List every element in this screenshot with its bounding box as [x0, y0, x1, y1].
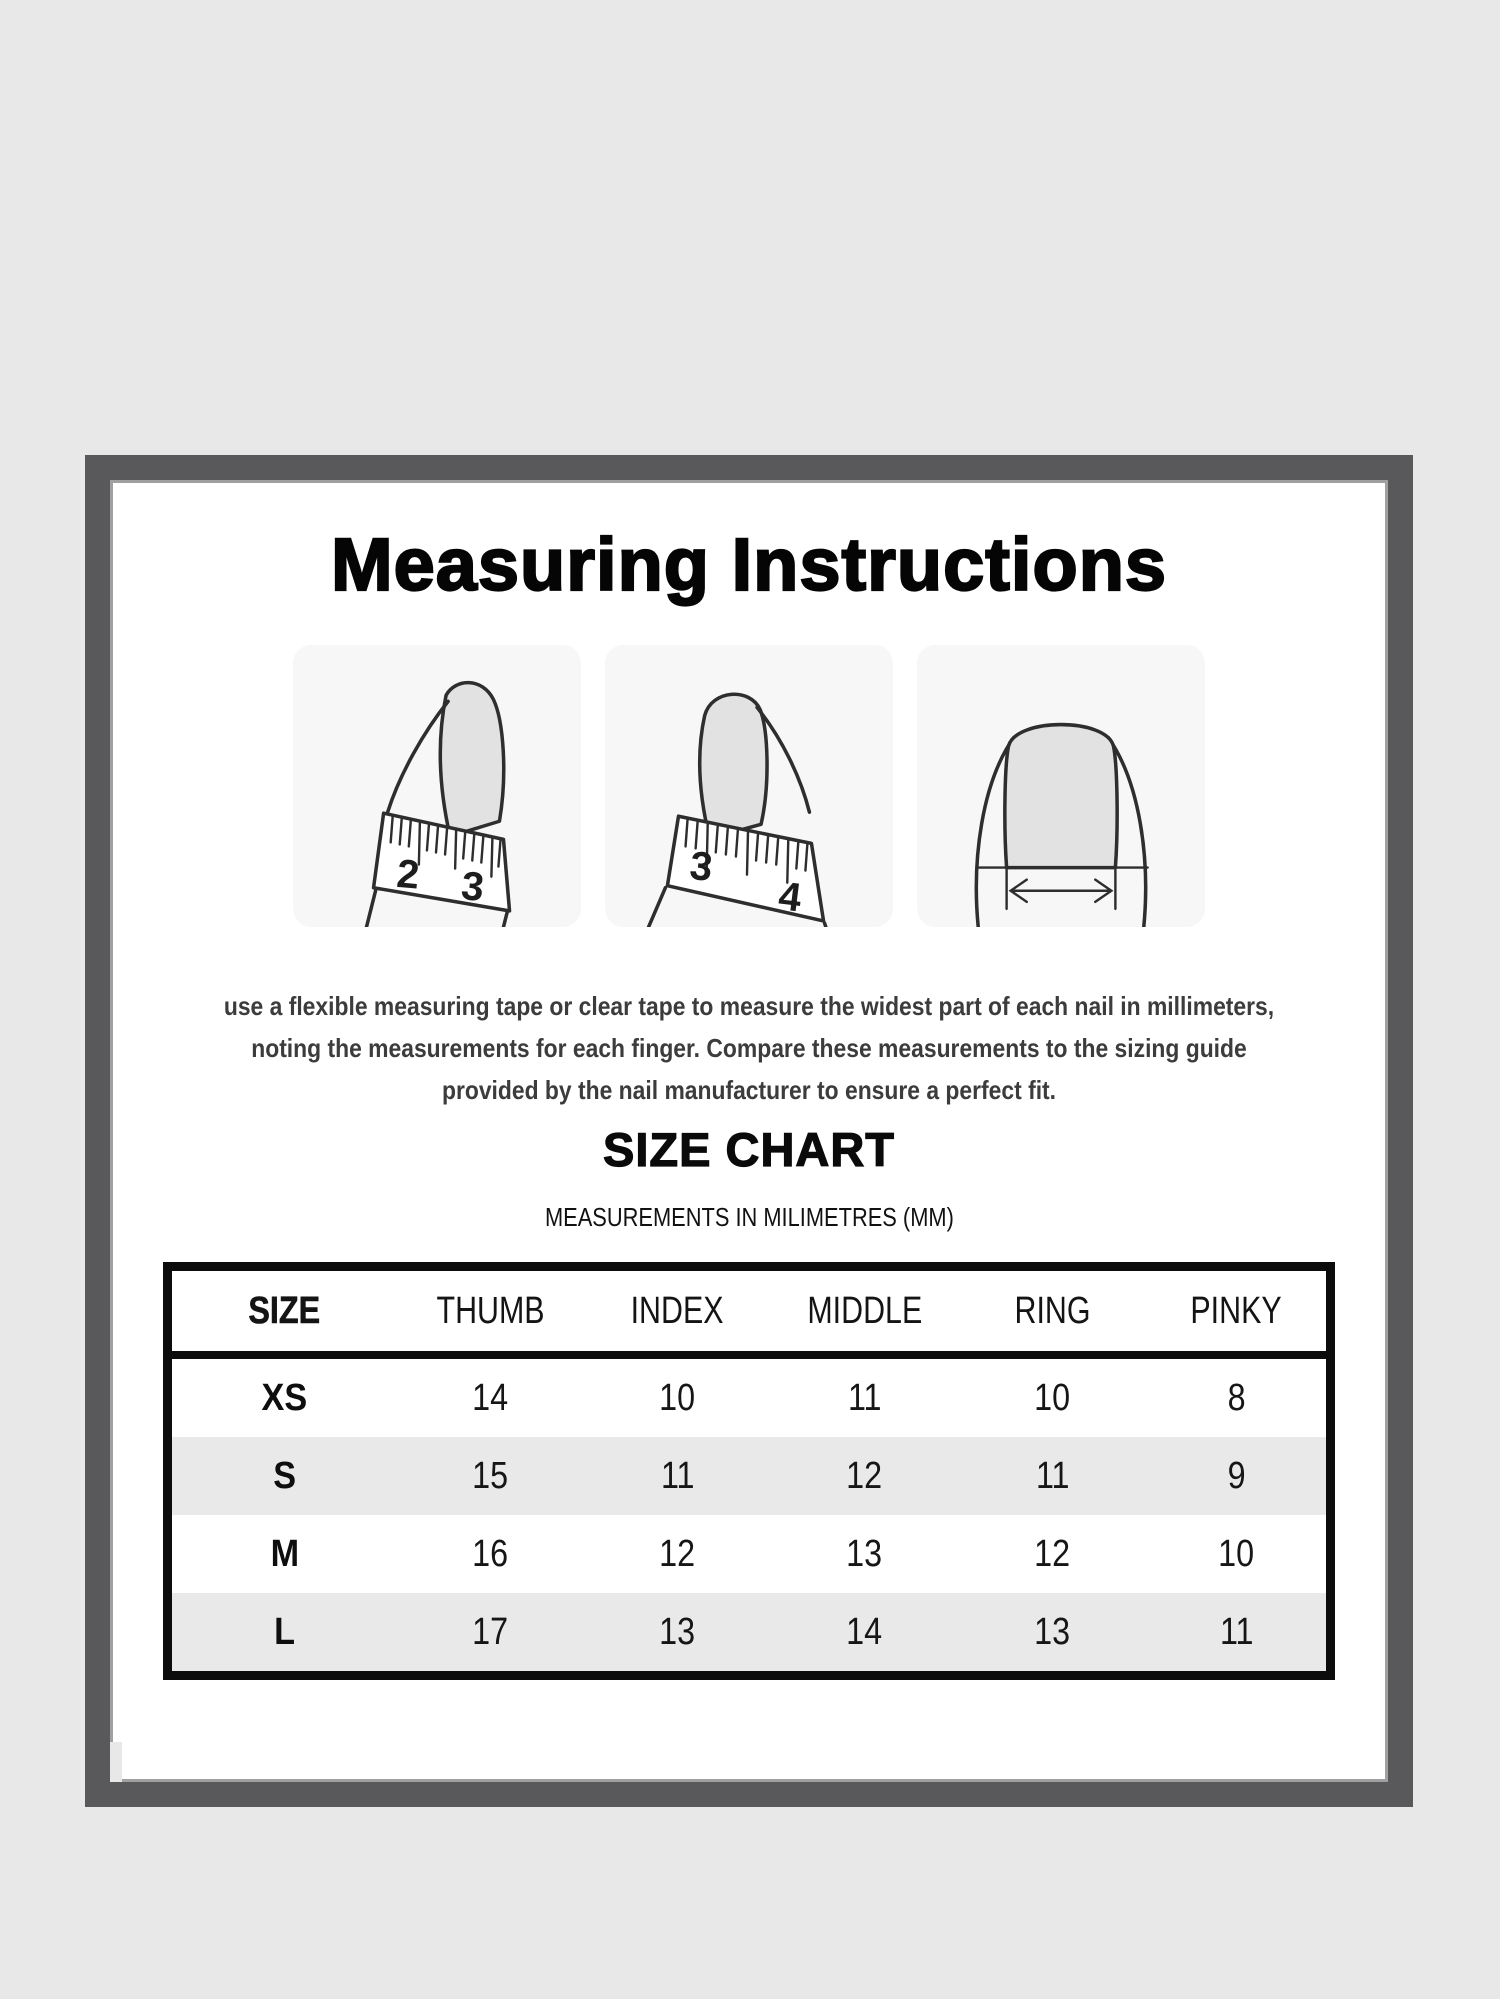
column-header-ring: RING: [1014, 1289, 1091, 1332]
value-cell: 14: [472, 1376, 509, 1419]
table-row-xs: [172, 1359, 1326, 1437]
size-cell: XS: [261, 1376, 308, 1419]
instruction-line: use a flexible measuring tape or clear tape to measure the widest part of each nail in millimeters,: [223, 991, 1275, 1021]
size-chart-table: [163, 1262, 1335, 1680]
size-chart-subheading-text: MEASUREMENTS IN MILIMETRES (MM): [544, 1202, 954, 1232]
value-cell: 11: [847, 1376, 882, 1419]
value-cell: 12: [1034, 1532, 1071, 1575]
value-cell: 14: [846, 1610, 883, 1653]
value-cell: 10: [1218, 1532, 1255, 1575]
value-cell: 16: [472, 1532, 509, 1575]
double-arrow: [1011, 880, 1112, 902]
value-cell: 13: [1034, 1610, 1071, 1653]
size-cell: M: [270, 1532, 299, 1575]
finger-tape-angled-icon: [605, 645, 893, 927]
column-header-thumb: THUMB: [436, 1289, 545, 1332]
value-cell: 12: [659, 1532, 696, 1575]
value-cell: 12: [846, 1454, 883, 1497]
column-header-middle: MIDDLE: [806, 1289, 922, 1332]
size-chart-heading: SIZE CHART: [603, 1123, 895, 1176]
value-cell: 13: [846, 1532, 883, 1575]
value-cell: 11: [1035, 1454, 1070, 1497]
value-cell: 11: [660, 1454, 695, 1497]
tape-number: 2: [394, 850, 422, 898]
value-cell: 13: [659, 1610, 696, 1653]
illustration-panel-2: [605, 645, 893, 927]
instruction-line: provided by the nail manufacturer to ensure a perfect fit.: [441, 1075, 1057, 1105]
value-cell: 17: [472, 1610, 509, 1653]
size-cell: L: [274, 1610, 295, 1653]
table-row-l: [172, 1593, 1326, 1671]
finger-width-arrow-icon: [917, 645, 1205, 927]
column-header-size: SIZE: [248, 1289, 321, 1332]
tape-number: 4: [776, 873, 804, 921]
instruction-card: [85, 455, 1413, 1807]
tape-number: 3: [687, 842, 715, 890]
table-row-m: [172, 1515, 1326, 1593]
value-cell: 11: [1219, 1610, 1254, 1653]
size-chart-subheading: [110, 1202, 1388, 1233]
finger-tape-side-icon: [293, 645, 581, 927]
illustration-panel-3: [917, 645, 1205, 927]
column-header-index: INDEX: [630, 1289, 724, 1332]
tape-number: 3: [459, 862, 487, 911]
corner-artifact: [110, 1742, 122, 1782]
instruction-line: noting the measurements for each finger. Compare these measurements to the sizing guide: [251, 1033, 1247, 1063]
page-title: Measuring Instructions: [330, 523, 1168, 606]
instruction-paragraph: [110, 985, 1388, 1111]
value-cell: 10: [1034, 1376, 1071, 1419]
size-cell: S: [273, 1454, 296, 1497]
value-cell: 10: [659, 1376, 696, 1419]
table-header-row: [172, 1271, 1326, 1359]
table-row-s: [172, 1437, 1326, 1515]
column-header-pinky: PINKY: [1190, 1289, 1283, 1332]
value-cell: 9: [1227, 1454, 1246, 1497]
value-cell: 15: [472, 1454, 509, 1497]
value-cell: 8: [1227, 1376, 1246, 1419]
illustration-panel-1: [293, 645, 581, 927]
illustration-row: [110, 645, 1388, 927]
